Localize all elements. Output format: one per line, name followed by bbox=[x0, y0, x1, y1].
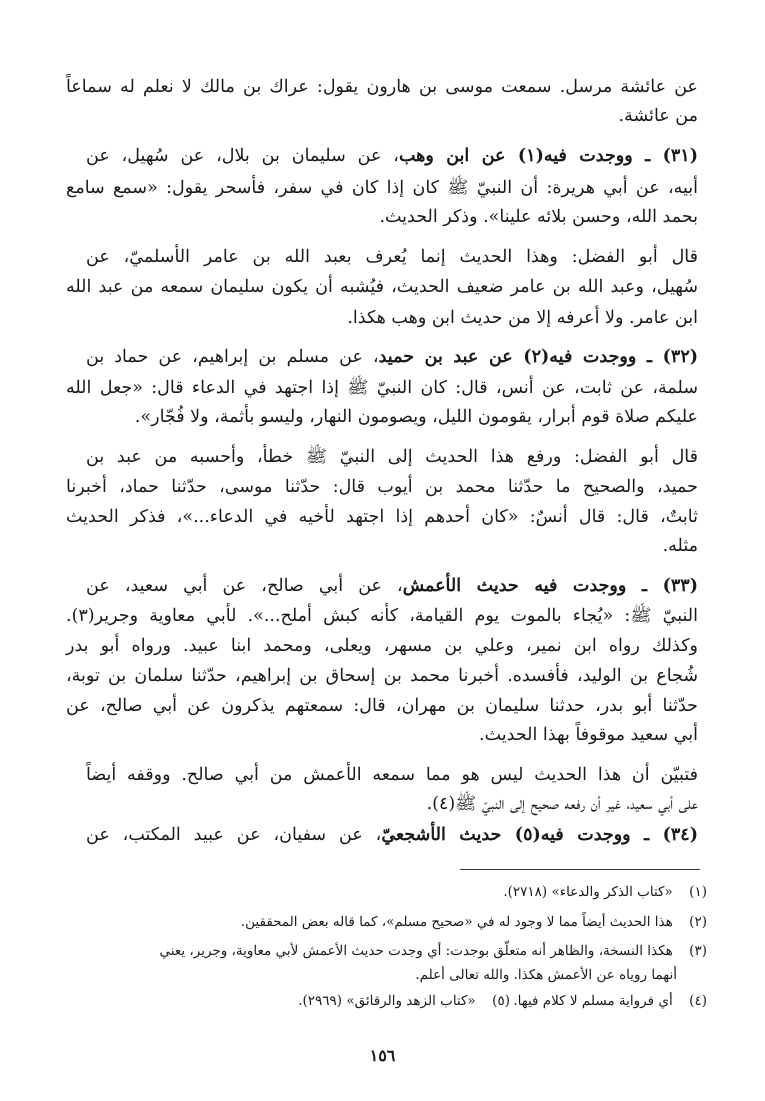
text-line: قال أبو الفضل: وهذا الحديث إنما يُعرف بعبد الله بن عامر الأسلميّ، عن bbox=[86, 247, 698, 267]
text-line: سُهيل، وعبد الله بن عامر ضعيف الحديث، فيُشبه أن يكون سليمان سمعه من عبد الله bbox=[66, 277, 698, 297]
text-line: شُجاع بن الوليد، فأفسده. أخبرنا محمد بن إسحاق بن إبراهيم، حدّثنا سلمان بن توبة، bbox=[66, 666, 698, 686]
footnote-text: هذا الحديث أيضاً مما لا وجود له في «صحيح مسلم»، كما قاله بعض المحققين. bbox=[240, 914, 673, 930]
footnote-2 bbox=[66, 913, 707, 933]
footnote-separator bbox=[460, 869, 700, 870]
text-line: ثابتٌ، قال: قال أنسٌ: «كان أحدهم إذا اجتهد لأخيه في الدعاء...»، فذكر الحديث bbox=[66, 507, 698, 527]
text-line: قال أبو الفضل: ورفع هذا الحديث إلى النبيّ ﷺ خطأ، وأحسبه من عبد بن bbox=[86, 447, 698, 467]
footnote-3 bbox=[66, 942, 707, 962]
text-line: عن عائشة مرسل. سمعت موسى بن هارون يقول: عراك بن مالك لا نعلم له سماعاً bbox=[66, 77, 698, 97]
text-line: أبي سعيد موقوفاً بهذا الحديث. bbox=[479, 725, 698, 745]
footnote-text: هكذا النسخة، والظاهر أنه متعلّق بوجدت: أي وجدت حديث الأعمش لأبي معاوية، وجرير، يعني bbox=[159, 943, 673, 959]
footnote-text: «كتاب الذكر والدعاء» (٢٧١٨). bbox=[503, 884, 673, 900]
footnote-1 bbox=[66, 883, 707, 903]
hadith-33-heading bbox=[86, 575, 698, 601]
page-number: ١٥٦ bbox=[369, 1046, 396, 1065]
hadith-heading-bold: (٣٢) ـ ووجدت فيه(٢) عن عبد بن حميد bbox=[378, 347, 699, 367]
footnote-text: «كتاب الزهد والرقائق» (٢٩٦٩). bbox=[298, 993, 476, 1009]
footnote-3-continuation: أنهما روياه عن الأعمش هكذا. والله تعالى أعلم. bbox=[415, 967, 677, 983]
text-line: وكذلك رواه ابن نمير، وعلي بن مسهر، ويعلى، ومحمد ابنا عبيد. ورواه أبو بدر bbox=[66, 636, 698, 656]
text-line: ابن عامر. ولا أعرفه إلا من حديث ابن وهب هكذا. bbox=[347, 308, 698, 328]
text-line: مثله. bbox=[662, 536, 698, 556]
hadith-heading-bold: (٣٤) ـ ووجدت فيه(٥) حديث الأشجعيّ bbox=[381, 825, 698, 845]
text-line: على أبي سعيد، غير أن رفعه صحيح إلى النبيّ ﷺ(٤). bbox=[426, 794, 698, 814]
text-line: بحمد الله، وحسن بلائه علينا». وذكر الحديث. bbox=[379, 207, 698, 227]
hadith-32-heading bbox=[86, 346, 698, 372]
hadith-heading-bold: (٣٣) ـ ووجدت فيه حديث الأعمش bbox=[402, 576, 698, 596]
hadith-heading-bold: (٣١) ـ ووجدت فيه(١) عن ابن وهب bbox=[398, 146, 698, 166]
footnote-5 bbox=[298, 992, 510, 1012]
text-line: سلمة، عن ثابت، عن أنس، قال: كان النبيّ ﷺ إذا اجتهد في الدعاء قال: «جعل الله bbox=[66, 378, 698, 398]
text-line: أبيه، عن أبي هريرة: أن النبيّ ﷺ كان إذا كان في سفر، فأسحر يقول: «سمع سامع bbox=[66, 178, 698, 198]
footnote-text: أي فرواية مسلم لا كلام فيها. bbox=[513, 993, 673, 1009]
text-line: النبيّ ﷺ: «يُجاء بالموت يوم القيامة، كأنه كبش أملح...». لأبي معاوية وجرير(٣). bbox=[66, 606, 698, 626]
text-line: حدّثنا أبو بدر، حدثنا سليمان بن مهران، قال: سمعتهم يذكرون عن أبي صالح، عن bbox=[66, 696, 698, 716]
text-line: عليكم صلاة قوم أبرار، يقومون الليل، ويصومون النهار، وليسو بأثمة، ولا فُجّار». bbox=[134, 407, 698, 427]
hadith-heading-rest: ، عن مسلم بن إبراهيم، عن حماد بن bbox=[86, 347, 379, 367]
hadith-heading-rest: ، عن سليمان بن بلال، عن سُهيل، عن bbox=[86, 146, 399, 166]
text-line: من عائشة. bbox=[618, 106, 698, 126]
footnote-number: (٣) bbox=[689, 943, 707, 959]
text-line: حميد، والصحيح ما حدّثنا محمد بن أيوب قال: حدّثنا موسى، حدّثنا حماد، أخبرنا bbox=[66, 477, 698, 497]
hadith-34-heading bbox=[86, 824, 698, 850]
footnote-number: (٥) bbox=[492, 993, 510, 1009]
footnote-number: (١) bbox=[689, 884, 707, 900]
footnote-number: (٢) bbox=[689, 914, 707, 930]
footnote-number: (٤) bbox=[689, 993, 707, 1009]
hadith-heading-rest: ، عن أبي صالح، عن أبي سعيد، عن bbox=[86, 576, 403, 596]
hadith-heading-rest: ، عن سفيان، عن عبيد المكتب، عن bbox=[86, 825, 382, 845]
hadith-31-heading bbox=[86, 145, 698, 171]
text-line: فتبيّن أن هذا الحديث ليس هو مما سمعه الأعمش من أبي صالح. ووقفه أيضاً bbox=[86, 765, 698, 785]
